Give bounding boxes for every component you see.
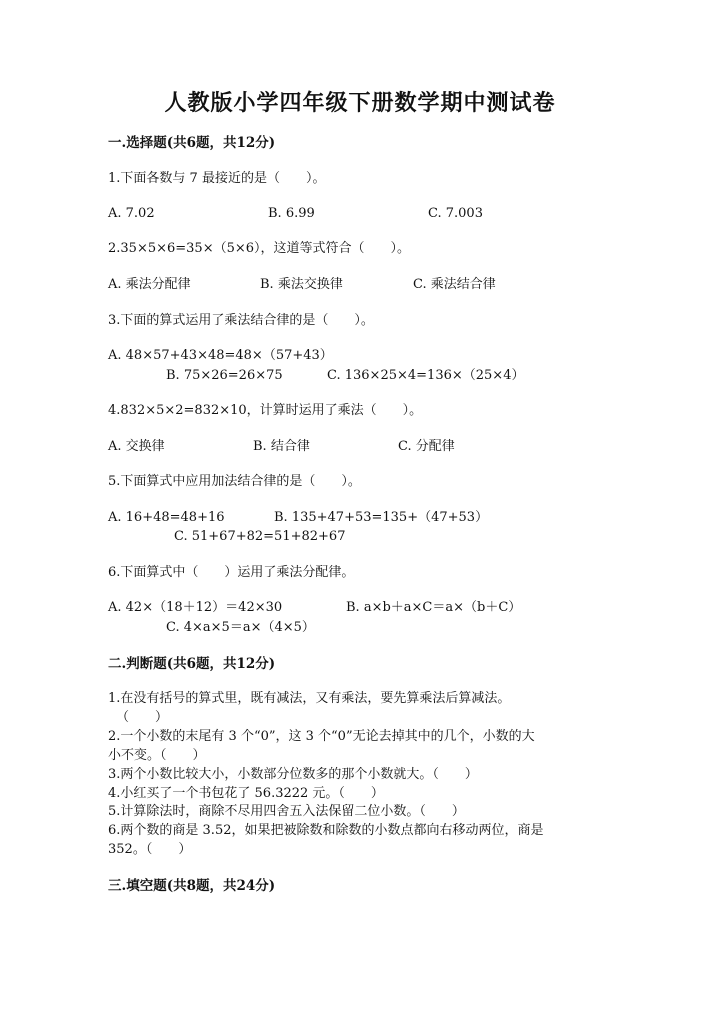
question-1-3: 3.下面的算式运用了乘法结合律的是（ ）。 xyxy=(108,313,374,328)
q1-4-option-c: C. 分配律 xyxy=(398,439,455,454)
judge-2-line-2: 小不变。（ ） xyxy=(108,748,206,763)
judge-6-line-1: 6.两个数的商是 3.52，如果把被除数和除数的小数点都向右移动两位，商是 xyxy=(108,823,544,838)
judge-6-line-2: 352。（ ） xyxy=(108,842,192,857)
judge-3: 3.两个小数比较大小，小数部分位数多的那个小数就大。（ ） xyxy=(108,767,478,782)
question-1-5: 5.下面算式中应用加法结合律的是（ ）。 xyxy=(108,474,361,489)
question-1-4: 4.832×5×2=832×10，计算时运用了乘法（ ）。 xyxy=(108,403,423,418)
question-1-6: 6.下面算式中（ ）运用了乘法分配律。 xyxy=(108,565,355,580)
q1-6-option-c: C. 4×a×5＝a×（4×5） xyxy=(166,620,315,635)
q1-4-option-b: B. 结合律 xyxy=(253,439,310,454)
q1-3-option-c: C. 136×25×4=136×（25×4） xyxy=(327,368,525,383)
judge-1-line-2: （ ） xyxy=(116,710,169,725)
section-2-heading: 二.判断题(共6题，共12分) xyxy=(108,656,276,672)
q1-5-option-c: C. 51+67+82=51+82+67 xyxy=(174,529,346,544)
q1-6-option-a: A. 42×（18＋12）＝42×30 xyxy=(108,600,283,615)
page-title: 人教版小学四年级下册数学期中测试卷 xyxy=(164,90,556,116)
judge-1-line-1: 1.在没有括号的算式里，既有减法，又有乘法，要先算乘法后算减法。 xyxy=(108,691,511,706)
q1-5-option-b: B. 135+47+53=135+（47+53） xyxy=(274,510,489,525)
question-1-2: 2.35×5×6=35×（5×6），这道等式符合（ ）。 xyxy=(108,241,411,256)
section-3-heading: 三.填空题(共8题，共24分) xyxy=(108,878,276,894)
q1-3-option-b: B. 75×26=26×75 xyxy=(166,368,283,383)
q1-1-option-a: A. 7.02 xyxy=(108,206,155,221)
q1-3-option-a: A. 48×57+43×48=48×（57+43） xyxy=(108,348,333,363)
q1-1-option-c: C. 7.003 xyxy=(428,206,483,221)
judge-4: 4.小红买了一个书包花了 56.3222 元。（ ） xyxy=(108,786,384,801)
q1-1-option-b: B. 6.99 xyxy=(268,206,315,221)
q1-2-option-b: B. 乘法交换律 xyxy=(260,277,343,292)
q1-2-option-c: C. 乘法结合律 xyxy=(413,277,496,292)
q1-2-option-a: A. 乘法分配律 xyxy=(108,277,191,292)
q1-4-option-a: A. 交换律 xyxy=(108,439,165,454)
q1-5-option-a: A. 16+48=48+16 xyxy=(108,510,225,525)
section-1-heading: 一.选择题(共6题，共12分) xyxy=(108,135,276,151)
judge-5: 5.计算除法时，商除不尽用四舍五入法保留二位小数。（ ） xyxy=(108,804,465,819)
q1-6-option-b: B. a×b＋a×C＝a×（b＋C） xyxy=(346,600,522,615)
question-1-1: 1.下面各数与 7 最接近的是（ ）。 xyxy=(108,171,326,186)
judge-2-line-1: 2.一个小数的末尾有 3 个“0”，这 3 个“0”无论去掉其中的几个，小数的大 xyxy=(108,729,535,744)
